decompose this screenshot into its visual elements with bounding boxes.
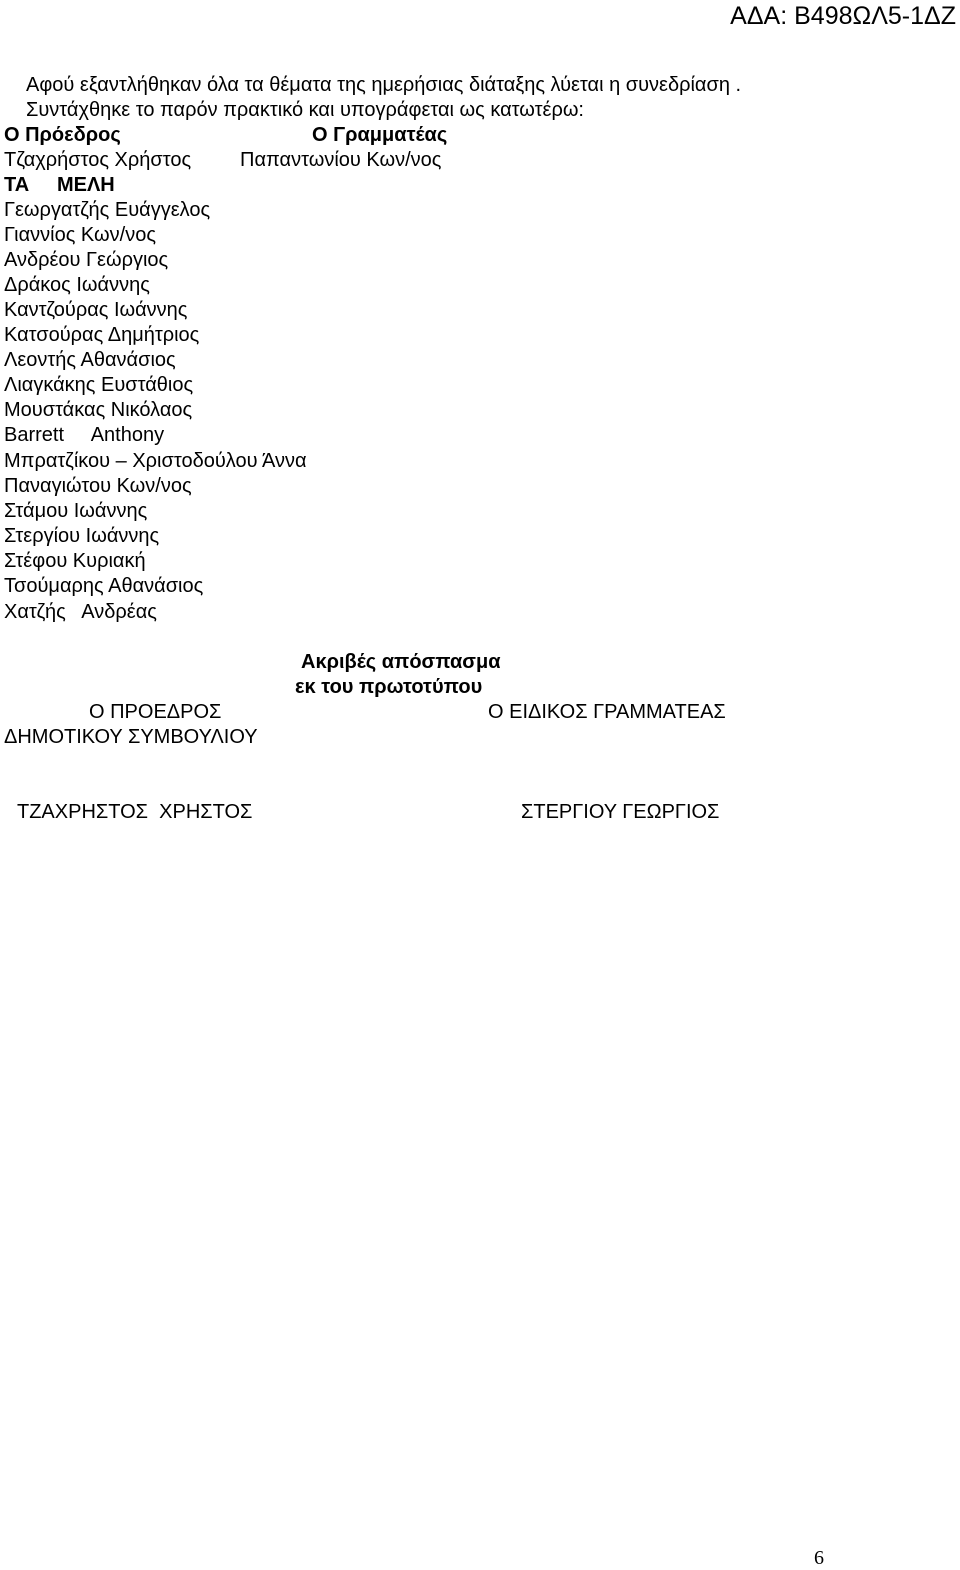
- closing-line-1: Αφού εξαντλήθηκαν όλα τα θέματα της ημερήσιας διάταξης λύεται η συνεδρίαση .: [26, 74, 742, 96]
- members-title: ΤΑ ΜΕΛΗ: [4, 174, 115, 196]
- member-name: Παναγιώτου Κων/νος: [4, 475, 192, 497]
- footer-president-name: ΤΖΑΧΡΗΣΤΟΣ ΧΡΗΣΤΟΣ: [17, 801, 253, 823]
- member-name: Κατσούρας Δημήτριος: [4, 324, 200, 346]
- ada-code: ΑΔΑ: Β498ΩΛ5-1ΔΖ: [730, 2, 956, 30]
- member-name: Δράκος Ιωάννης: [4, 274, 150, 296]
- member-name: Μπρατζίκου – Χριστοδούλου Άννα: [4, 450, 307, 472]
- closing-line-2: Συντάχθηκε το παρόν πρακτικό και υπογράφεται ως κατωτέρω:: [26, 99, 584, 121]
- member-name: Στέφου Κυριακή: [4, 550, 146, 572]
- member-name: Λιαγκάκης Ευστάθιος: [4, 374, 194, 396]
- member-name: Γεωργατζής Ευάγγελος: [4, 199, 211, 221]
- footer-secretary-title: Ο ΕΙΔΙΚΟΣ ΓΡΑΜΜΑΤΕΑΣ: [488, 701, 726, 723]
- member-name: Ανδρέου Γεώργιος: [4, 249, 169, 271]
- member-name: Καντζούρας Ιωάννης: [4, 299, 188, 321]
- footer-secretary-name: ΣΤΕΡΓΙΟΥ ΓΕΩΡΓΙΟΣ: [521, 801, 720, 823]
- extract-line-2: εκ του πρωτοτύπου: [295, 676, 483, 698]
- secretary-title: Ο Γραμματέας: [312, 124, 448, 146]
- member-name: Barrett Anthony: [4, 424, 165, 446]
- president-title: Ο Πρόεδρος: [4, 124, 121, 146]
- member-name: Τσούμαρης Αθανάσιος: [4, 575, 204, 597]
- footer-president-title: Ο ΠΡΟΕΔΡΟΣ: [89, 701, 222, 723]
- member-name: Στάμου Ιωάννης: [4, 500, 148, 522]
- member-name: Χατζής Ανδρέας: [4, 601, 157, 623]
- page-number: 6: [814, 1547, 824, 1569]
- secretary-name: Παπαντωνίου Κων/νος: [240, 149, 442, 171]
- member-name: Γιαννίος Κων/νος: [4, 224, 156, 246]
- member-name: Λεοντής Αθανάσιος: [4, 349, 176, 371]
- footer-president-body: ΔΗΜΟΤΙΚΟΥ ΣΥΜΒΟΥΛΙΟΥ: [4, 726, 258, 748]
- extract-line-1: Ακριβές απόσπασμα: [301, 651, 501, 673]
- president-name: Τζαχρήστος Χρήστος: [4, 149, 192, 171]
- member-name: Στεργίου Ιωάννης: [4, 525, 160, 547]
- member-name: Μουστάκας Νικόλαος: [4, 399, 193, 421]
